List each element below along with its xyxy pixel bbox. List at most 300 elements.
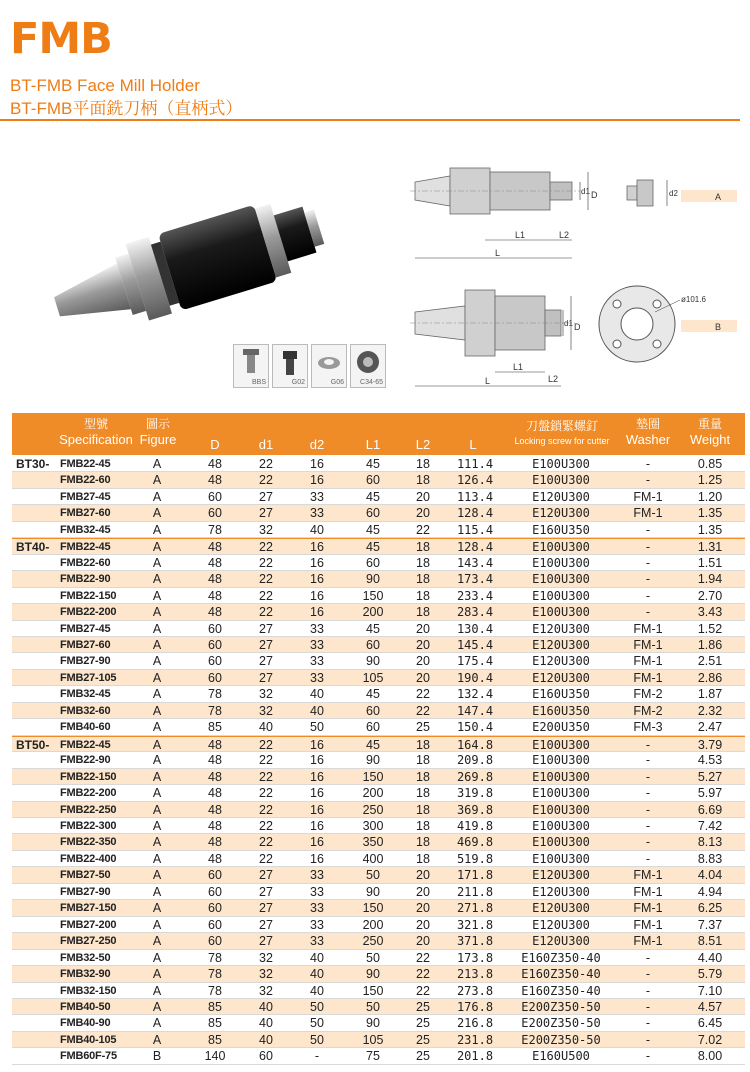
washer-cell: - — [645, 769, 651, 784]
weight-cell: 8.83 — [697, 851, 723, 866]
locking-screw-cell: E200Z350-50 — [521, 1016, 601, 1031]
l-cell: 143.4 — [456, 555, 494, 570]
d1-cell: 40 — [259, 720, 273, 735]
l2-cell: 18 — [416, 473, 430, 488]
weight-cell: 2.32 — [697, 703, 723, 718]
weight-cell: 2.47 — [697, 720, 723, 735]
table-row — [12, 736, 745, 752]
spec-cell: FMB22-90 — [60, 573, 111, 586]
fig-b-label: B — [715, 322, 722, 332]
weight-cell: 2.51 — [697, 654, 723, 669]
figure-cell: A — [152, 835, 162, 850]
l-cell: 190.4 — [456, 670, 494, 685]
washer-cell: - — [645, 802, 651, 817]
spec-cell: FMB22-45 — [60, 738, 111, 751]
spec-cell: FMB32-60 — [60, 704, 111, 717]
d2-cell: 40 — [310, 687, 324, 702]
th-weight — [680, 417, 740, 447]
l2-cell: 18 — [416, 802, 430, 817]
table-row — [12, 472, 745, 488]
d1-cell: 32 — [259, 522, 273, 537]
d2-cell: 16 — [310, 786, 324, 801]
l-cell: 269.8 — [456, 769, 494, 784]
locking-screw-cell: E100U300 — [532, 555, 590, 570]
d-cell: 48 — [208, 588, 222, 603]
dim-flange: ø101.6 — [681, 295, 706, 304]
group-label: BT40- — [16, 540, 50, 555]
accessory-c34-65 — [350, 344, 386, 388]
d1-cell: 22 — [259, 818, 273, 833]
weight-cell: 3.79 — [697, 737, 723, 752]
dim-big-d-top: D — [591, 190, 598, 200]
d1-cell: 22 — [259, 605, 273, 620]
weight-cell: 5.97 — [697, 786, 723, 801]
th-d1 — [248, 437, 284, 452]
d-cell: 48 — [208, 753, 222, 768]
weight-cell: 1.31 — [697, 540, 723, 555]
washer-cell: - — [645, 473, 651, 488]
table-row — [12, 604, 745, 620]
d1-cell: 32 — [259, 967, 273, 982]
l2-cell: 20 — [416, 884, 430, 899]
figure-cell: B — [152, 1049, 162, 1064]
l2-cell: 20 — [416, 917, 430, 932]
spec-cell: FMB22-45 — [60, 458, 111, 470]
d-cell: 85 — [208, 999, 222, 1014]
weight-cell: 7.02 — [697, 1032, 723, 1047]
figure-cell: A — [152, 654, 162, 669]
accessory-bbs — [233, 344, 269, 388]
weight-cell: 4.04 — [697, 868, 723, 883]
spec-cell: FMB22-150 — [60, 770, 117, 783]
th-washer-en: Washer — [625, 432, 671, 447]
spec-cell: FMB22-250 — [60, 803, 117, 816]
washer-cell: FM-1 — [633, 506, 663, 521]
th-l2 — [405, 437, 441, 452]
l2-cell: 18 — [416, 457, 430, 471]
l-cell: 173.8 — [456, 950, 494, 965]
header-rule — [0, 119, 740, 121]
weight-cell: 1.35 — [697, 506, 723, 521]
washer-cell: - — [645, 1016, 651, 1031]
l-cell: 213.8 — [456, 967, 494, 982]
l-cell: 231.8 — [456, 1032, 494, 1047]
figure-cell: A — [152, 983, 162, 998]
accessory-label: C34-65 — [360, 379, 383, 386]
subtitle-en: BT-FMB Face Mill Holder — [10, 76, 200, 95]
locking-screw-cell: E100U300 — [532, 786, 590, 801]
washer-cell: - — [645, 851, 651, 866]
l1-cell: 60 — [366, 473, 380, 488]
l-cell: 319.8 — [456, 786, 494, 801]
l2-cell: 18 — [416, 786, 430, 801]
washer-cell: FM-1 — [633, 489, 663, 504]
l-cell: 271.8 — [456, 901, 494, 916]
d-cell: 78 — [208, 687, 222, 702]
th-l — [455, 437, 491, 452]
figure-cell: A — [152, 753, 162, 768]
accessory-row — [233, 344, 389, 388]
table-row — [12, 703, 745, 719]
figure-cell: A — [152, 720, 162, 735]
d2-cell: 50 — [310, 720, 324, 735]
table-row — [12, 1048, 745, 1064]
l1-cell: 60 — [366, 703, 380, 718]
th-d — [197, 437, 233, 452]
dim-d2: d2 — [669, 189, 678, 198]
th-lock — [504, 419, 620, 449]
l2-cell: 25 — [416, 1049, 430, 1064]
spec-cell: FMB40-105 — [60, 1033, 117, 1046]
l2-cell: 18 — [416, 835, 430, 850]
d1-cell: 60 — [259, 1049, 273, 1064]
th-l1 — [355, 437, 391, 452]
l2-cell: 18 — [416, 555, 430, 570]
table-row — [12, 522, 745, 538]
table-row — [12, 621, 745, 637]
washer-cell: - — [645, 1049, 651, 1064]
l-cell: 128.4 — [456, 540, 494, 555]
weight-cell: 7.10 — [697, 983, 723, 998]
d1-cell: 27 — [259, 884, 273, 899]
l1-cell: 350 — [362, 835, 384, 850]
th-l1-label: L1 — [365, 437, 381, 452]
figure-cell: A — [152, 687, 162, 702]
subtitle-zh: BT-FMB平面銑刀柄（直柄式） — [10, 99, 243, 118]
washer-cell: FM-1 — [633, 621, 663, 636]
dim-l1-top: L1 — [515, 230, 526, 240]
l-cell: 173.4 — [456, 572, 494, 587]
l2-cell: 18 — [416, 605, 430, 620]
washer-cell: FM-1 — [633, 637, 663, 652]
table-row — [12, 851, 745, 867]
washer-cell: - — [645, 588, 651, 603]
spec-cell: FMB22-400 — [60, 852, 117, 865]
washer-cell: - — [645, 999, 651, 1014]
spec-cell: FMB27-90 — [60, 885, 111, 898]
figure-cell: A — [152, 917, 162, 932]
d1-cell: 22 — [259, 588, 273, 603]
table-row — [12, 686, 745, 702]
washer-cell: - — [645, 522, 651, 537]
spec-cell: FMB32-45 — [60, 688, 111, 701]
table-row — [12, 769, 745, 785]
d2-cell: 40 — [310, 522, 324, 537]
figure-cell: A — [152, 637, 162, 652]
washer-cell: - — [645, 967, 651, 982]
table-row — [12, 653, 745, 669]
l1-cell: 45 — [366, 737, 380, 752]
l1-cell: 150 — [362, 588, 384, 603]
locking-screw-cell: E120U300 — [532, 670, 590, 685]
d1-cell: 27 — [259, 670, 273, 685]
spec-cell: FMB40-90 — [60, 1017, 111, 1030]
figure-cell: A — [152, 901, 162, 916]
locking-screw-cell: E100U300 — [532, 818, 590, 833]
l2-cell: 18 — [416, 572, 430, 587]
l2-cell: 20 — [416, 670, 430, 685]
locking-screw-cell: E160U500 — [532, 1049, 590, 1064]
d2-cell: 16 — [310, 835, 324, 850]
figure-cell: A — [152, 934, 162, 949]
l-cell: 130.4 — [456, 621, 494, 636]
accessory-g06 — [311, 344, 347, 388]
weight-cell: 1.87 — [697, 687, 723, 702]
l1-cell: 90 — [366, 654, 380, 669]
d-cell: 60 — [208, 506, 222, 521]
d2-cell: 33 — [310, 868, 324, 883]
d2-cell: 40 — [310, 703, 324, 718]
table-row — [12, 670, 745, 686]
spec-cell: FMB22-200 — [60, 606, 117, 619]
d-cell: 48 — [208, 555, 222, 570]
locking-screw-cell: E100U300 — [532, 605, 590, 620]
l1-cell: 90 — [366, 967, 380, 982]
washer-cell: FM-1 — [633, 884, 663, 899]
table-row — [12, 834, 745, 850]
locking-screw-cell: E100U300 — [532, 802, 590, 817]
d2-cell: 16 — [310, 473, 324, 488]
washer-cell: FM-1 — [633, 868, 663, 883]
l-cell: 171.8 — [456, 868, 494, 883]
l2-cell: 20 — [416, 637, 430, 652]
d-cell: 140 — [204, 1049, 226, 1064]
l-cell: 369.8 — [456, 802, 494, 817]
d-cell: 48 — [208, 851, 222, 866]
washer-cell: - — [645, 950, 651, 965]
l2-cell: 25 — [416, 1016, 430, 1031]
d2-cell: - — [314, 1049, 320, 1064]
d-cell: 60 — [208, 489, 222, 504]
th-l2-label: L2 — [415, 437, 431, 452]
l-cell: 519.8 — [456, 851, 494, 866]
l1-cell: 50 — [366, 868, 380, 883]
d1-cell: 22 — [259, 555, 273, 570]
weight-cell: 2.86 — [697, 670, 723, 685]
th-lock-en: Locking screw for cutter — [514, 436, 610, 446]
weight-cell: 6.69 — [697, 802, 723, 817]
locking-screw-cell: E100U300 — [532, 540, 590, 555]
accessory-label: G02 — [291, 379, 305, 386]
l-cell: 113.4 — [456, 489, 494, 504]
d1-cell: 22 — [259, 802, 273, 817]
locking-screw-cell: E120U300 — [532, 868, 590, 883]
th-d1-label: d1 — [258, 437, 274, 452]
figure-cell: A — [152, 572, 162, 587]
weight-cell: 6.25 — [697, 901, 723, 916]
figure-cell: A — [152, 851, 162, 866]
table-row — [12, 571, 745, 587]
l1-cell: 200 — [362, 786, 384, 801]
table-row — [12, 719, 745, 735]
d2-cell: 40 — [310, 967, 324, 982]
washer-cell: - — [645, 555, 651, 570]
fig-a-label: A — [715, 192, 722, 202]
l1-cell: 150 — [362, 983, 384, 998]
l2-cell: 18 — [416, 769, 430, 784]
l-cell: 233.4 — [456, 588, 494, 603]
l1-cell: 150 — [362, 901, 384, 916]
weight-cell: 4.53 — [697, 753, 723, 768]
d1-cell: 27 — [259, 654, 273, 669]
l2-cell: 20 — [416, 868, 430, 883]
locking-screw-cell: E100U300 — [532, 753, 590, 768]
table-row — [12, 802, 745, 818]
l2-cell: 22 — [416, 967, 430, 982]
d2-cell: 40 — [310, 983, 324, 998]
d1-cell: 22 — [259, 786, 273, 801]
th-weight-en: Weight — [689, 432, 731, 447]
l1-cell: 50 — [366, 950, 380, 965]
d-cell: 48 — [208, 737, 222, 752]
th-figure — [138, 417, 178, 447]
accessory-label: G06 — [330, 379, 344, 386]
d2-cell: 50 — [310, 1016, 324, 1031]
dim-l1-bottom: L1 — [513, 362, 524, 372]
l1-cell: 60 — [366, 506, 380, 521]
spec-cell: FMB27-105 — [60, 671, 117, 684]
locking-screw-cell: E200U350 — [532, 720, 590, 735]
figure-cell: A — [152, 522, 162, 537]
l1-cell: 90 — [366, 1016, 380, 1031]
d-cell: 48 — [208, 818, 222, 833]
l2-cell: 18 — [416, 818, 430, 833]
d-cell: 48 — [208, 802, 222, 817]
l2-cell: 22 — [416, 950, 430, 965]
washer-cell: - — [645, 753, 651, 768]
d1-cell: 22 — [259, 457, 273, 471]
d-cell: 60 — [208, 621, 222, 636]
l1-cell: 200 — [362, 917, 384, 932]
weight-cell: 1.86 — [697, 637, 723, 652]
l2-cell: 18 — [416, 540, 430, 555]
l-cell: 150.4 — [456, 720, 494, 735]
locking-screw-cell: E120U300 — [532, 654, 590, 669]
locking-screw-cell: E160U350 — [532, 703, 590, 718]
l-cell: 126.4 — [456, 473, 494, 488]
d2-cell: 50 — [310, 999, 324, 1014]
l1-cell: 105 — [362, 670, 384, 685]
locking-screw-cell: E120U300 — [532, 917, 590, 932]
d-cell: 48 — [208, 473, 222, 488]
locking-screw-cell: E100U300 — [532, 572, 590, 587]
washer-cell: FM-1 — [633, 901, 663, 916]
d1-cell: 40 — [259, 1032, 273, 1047]
d-cell: 60 — [208, 654, 222, 669]
l1-cell: 45 — [366, 687, 380, 702]
l2-cell: 22 — [416, 703, 430, 718]
washer-cell: - — [645, 983, 651, 998]
d-cell: 78 — [208, 703, 222, 718]
d1-cell: 22 — [259, 473, 273, 488]
table-row — [12, 999, 745, 1015]
d2-cell: 16 — [310, 737, 324, 752]
d2-cell: 33 — [310, 654, 324, 669]
table-row — [12, 950, 745, 966]
d1-cell: 27 — [259, 917, 273, 932]
locking-screw-cell: E120U300 — [532, 621, 590, 636]
figure-cell: A — [152, 605, 162, 620]
figure-cell: A — [152, 506, 162, 521]
table-row — [12, 818, 745, 834]
l-cell: 469.8 — [456, 835, 494, 850]
th-l-label: L — [469, 437, 477, 452]
l2-cell: 18 — [416, 588, 430, 603]
th-lock-zh: 刀盤鎖緊螺釘 — [525, 419, 598, 433]
d2-cell: 33 — [310, 670, 324, 685]
brand-title: FMB — [10, 14, 112, 64]
weight-cell: 0.85 — [697, 457, 723, 471]
weight-cell: 4.40 — [697, 950, 723, 965]
dim-l2-bottom: L2 — [548, 374, 559, 384]
spec-cell: FMB22-90 — [60, 754, 111, 767]
figure-cell: A — [152, 621, 162, 636]
d-cell: 48 — [208, 605, 222, 620]
figure-cell: A — [152, 540, 162, 555]
l-cell: 209.8 — [456, 753, 494, 768]
th-spec — [56, 417, 136, 447]
drawing-figure-b — [410, 290, 575, 386]
d1-cell: 22 — [259, 851, 273, 866]
l2-cell: 20 — [416, 934, 430, 949]
d1-cell: 40 — [259, 1016, 273, 1031]
figure-cell: A — [152, 473, 162, 488]
figure-cell: A — [152, 588, 162, 603]
locking-screw-cell: E100U300 — [532, 737, 590, 752]
d1-cell: 22 — [259, 540, 273, 555]
weight-cell: 4.94 — [697, 884, 723, 899]
figure-cell: A — [152, 884, 162, 899]
drawing-svg — [405, 150, 745, 395]
d2-cell: 16 — [310, 802, 324, 817]
locking-screw-cell: E200Z350-50 — [521, 999, 601, 1014]
l-cell: 132.4 — [456, 687, 494, 702]
th-spec-zh: 型號 — [83, 417, 108, 431]
figure-cell: A — [152, 999, 162, 1014]
locking-screw-cell: E120U300 — [532, 934, 590, 949]
table-row — [12, 752, 745, 768]
figure-cell: A — [152, 818, 162, 833]
l2-cell: 22 — [416, 687, 430, 702]
d2-cell: 16 — [310, 818, 324, 833]
l-cell: 147.4 — [456, 703, 494, 718]
d1-cell: 22 — [259, 753, 273, 768]
d2-cell: 33 — [310, 884, 324, 899]
d1-cell: 27 — [259, 901, 273, 916]
d2-cell: 16 — [310, 540, 324, 555]
weight-cell: 8.00 — [697, 1049, 723, 1064]
dim-big-d-bottom: D — [574, 322, 581, 332]
locking-screw-cell: E120U300 — [532, 489, 590, 504]
d2-cell: 33 — [310, 506, 324, 521]
l-cell: 283.4 — [456, 605, 494, 620]
weight-cell: 1.20 — [697, 489, 723, 504]
spec-cell: FMB22-150 — [60, 589, 117, 602]
fig-b-tag — [681, 320, 737, 332]
l2-cell: 20 — [416, 489, 430, 504]
l2-cell: 22 — [416, 522, 430, 537]
table-row — [12, 933, 745, 949]
washer-cell: - — [645, 540, 651, 555]
d-cell: 48 — [208, 540, 222, 555]
d2-cell: 50 — [310, 1032, 324, 1047]
d2-cell: 33 — [310, 621, 324, 636]
d-cell: 78 — [208, 983, 222, 998]
table-row — [12, 456, 745, 472]
l1-cell: 60 — [366, 720, 380, 735]
l-cell: 419.8 — [456, 818, 494, 833]
d1-cell: 22 — [259, 835, 273, 850]
